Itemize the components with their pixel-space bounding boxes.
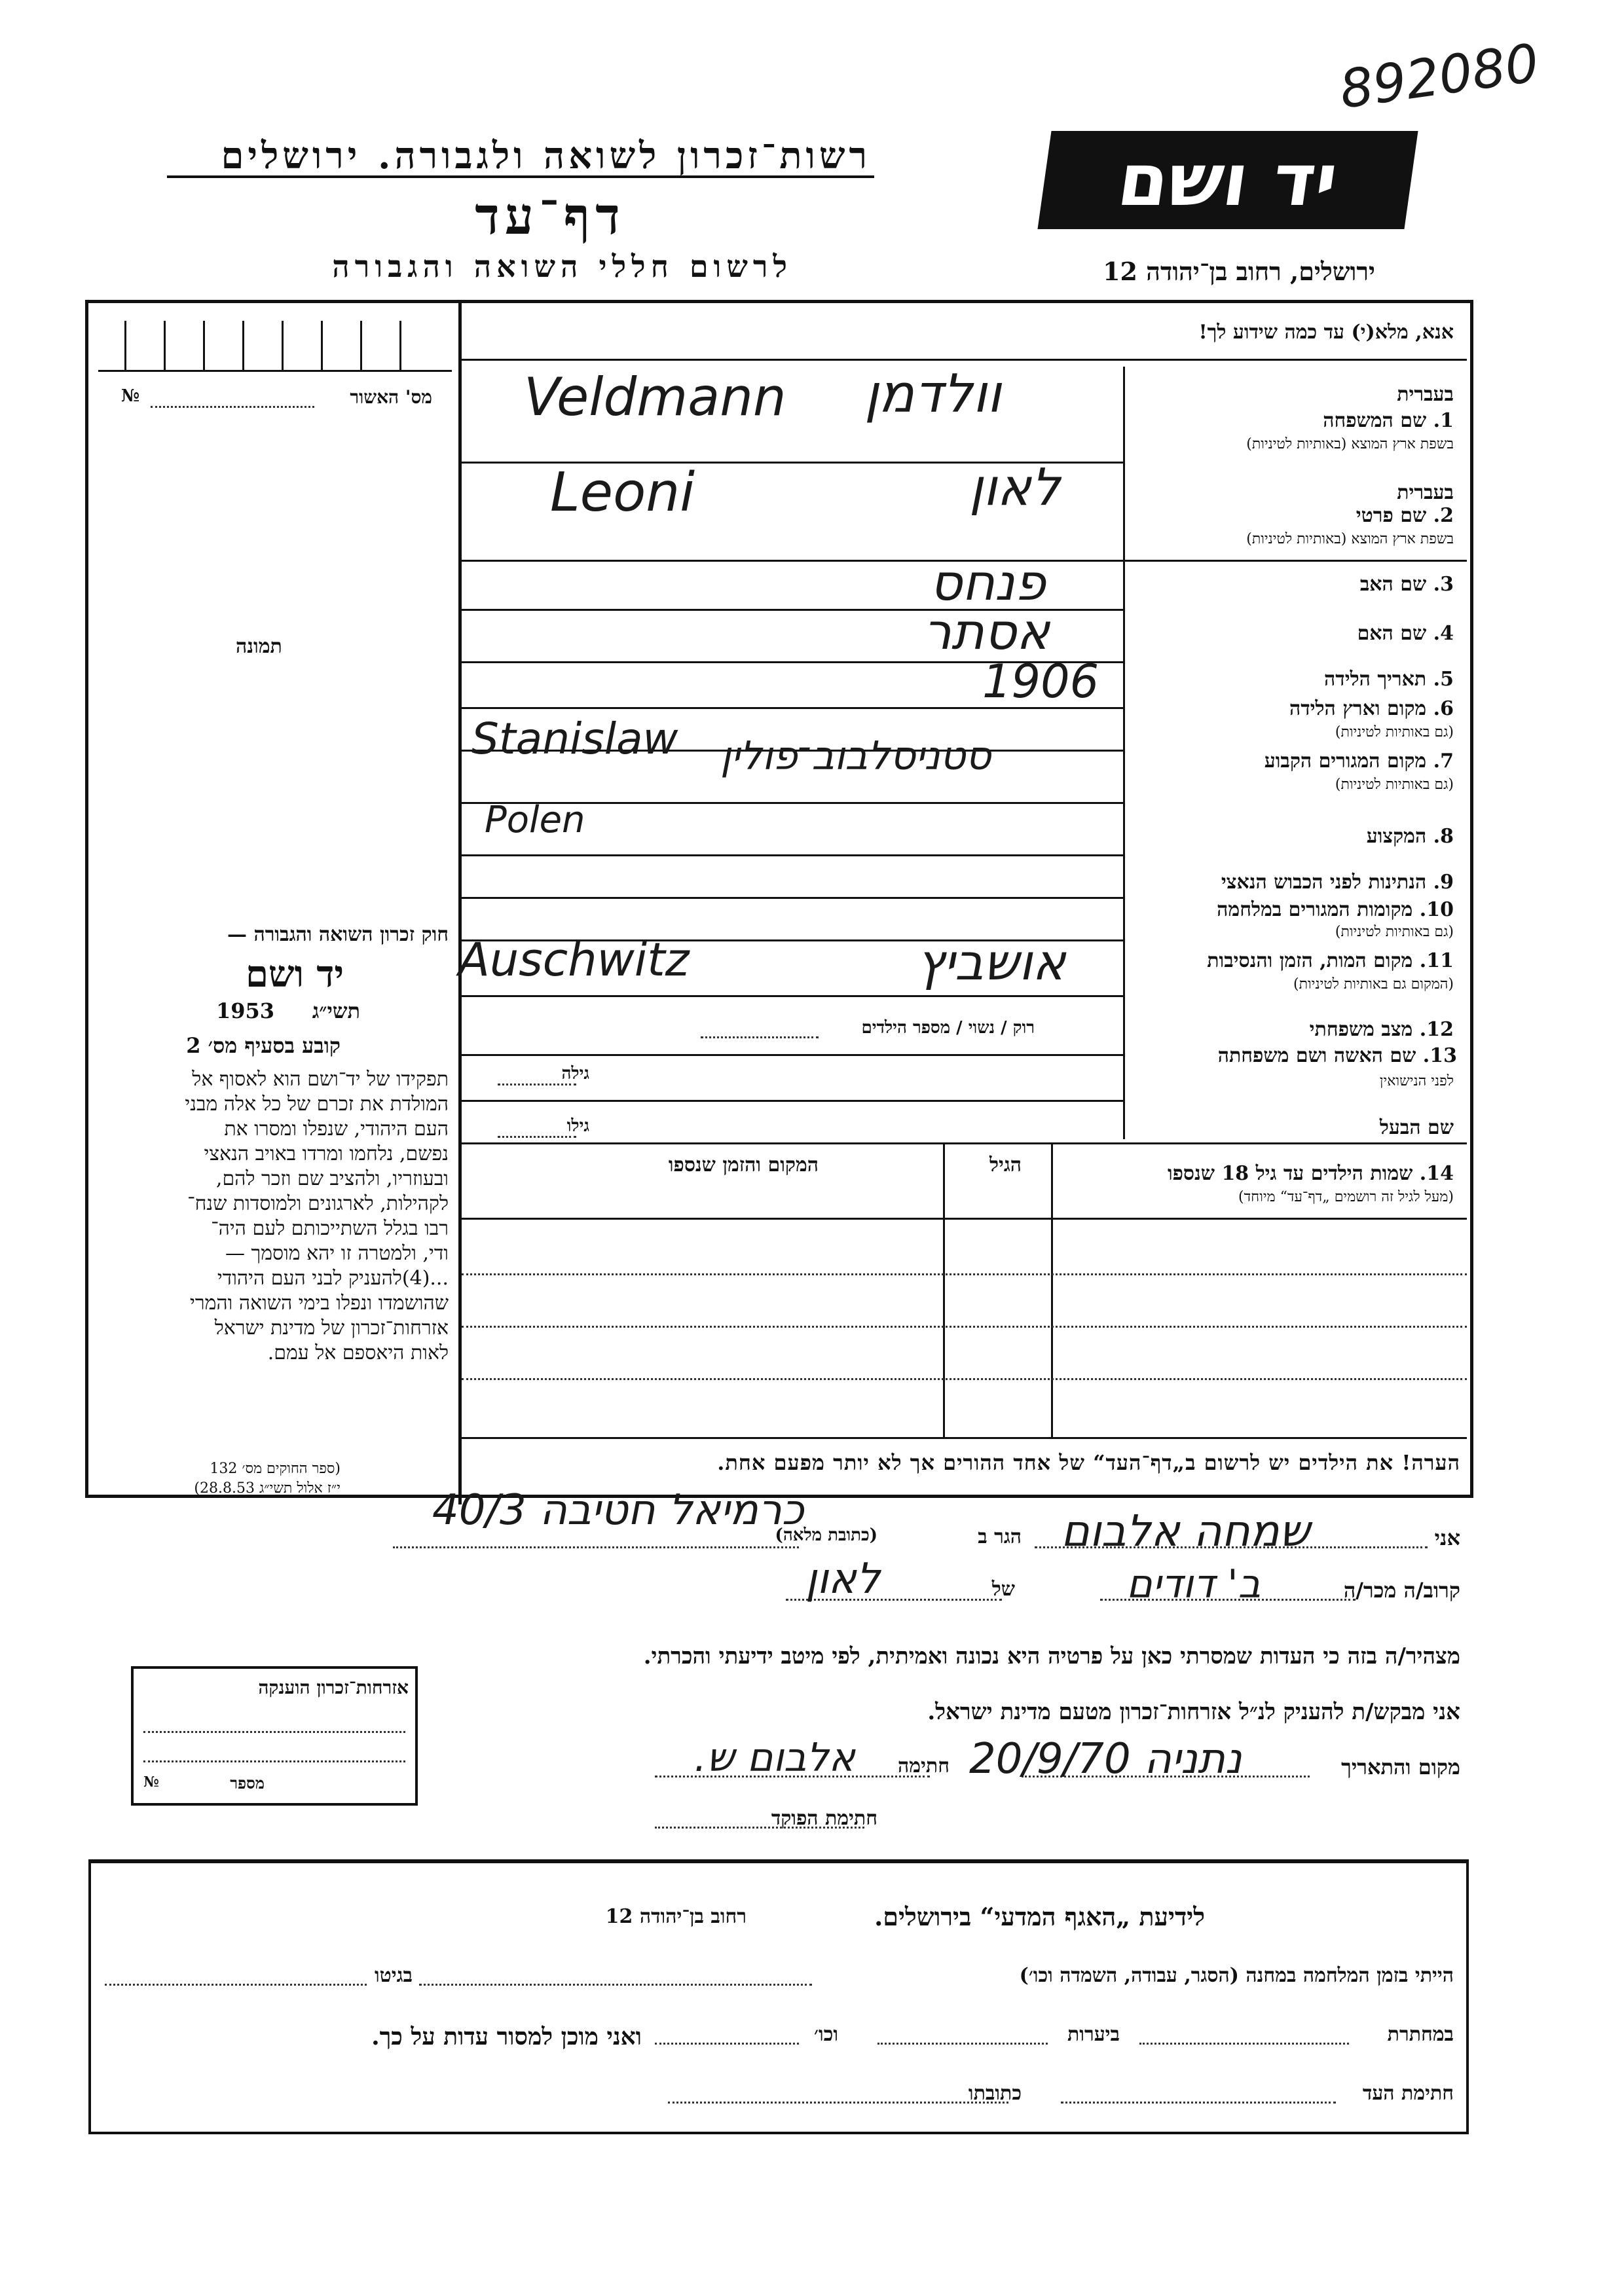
logo-text: יד ושם <box>1113 138 1343 222</box>
death-place-note: (המקום גם באותיות לטיניות) <box>1293 976 1454 993</box>
bottom-underground-label: במחתרת <box>1387 2023 1454 2046</box>
officer-signature: חתימת הפוקד <box>771 1807 877 1830</box>
catalog-number: 892080 <box>1336 32 1543 120</box>
surname-latin: Veldmann <box>524 367 786 428</box>
law-text-line: רבו בגלל השתייכותם לעם היה־ <box>211 1217 449 1240</box>
note-text: הערה! את הילדים יש לרשום ב„דף־העד“ של אחד ההורים אך לא יותר מפעם אחת. <box>717 1450 1460 1475</box>
profession-label: 8. המקצוע <box>1366 825 1454 848</box>
field-number: 9. <box>1433 871 1454 894</box>
underground-line <box>1139 2043 1349 2045</box>
declaration-of: של <box>991 1578 1015 1601</box>
declaration-resides: הגר ב <box>978 1525 1022 1548</box>
death-place-hebrew: אושביץ <box>917 933 1066 991</box>
law-text-line: לאות היאספם אל עמם. <box>267 1341 449 1364</box>
field-number: 1. <box>1433 409 1454 432</box>
given-name-latin: Leoni <box>550 462 695 524</box>
children-label: 14. שמות הילדים עד גיל 18 שנספו <box>1167 1162 1454 1185</box>
children-count-line <box>701 1036 819 1038</box>
children-age-column: הגיל <box>989 1154 1022 1176</box>
law-text-line: שהושמדו ונפלו בימי השואה והמרי <box>189 1292 449 1315</box>
witness-signature-line <box>1061 2102 1336 2104</box>
memorial-box-number: מספר <box>230 1774 265 1793</box>
latin-note: (גם באותיות לטיניות) <box>1335 924 1454 940</box>
mother-name-value: אסתר <box>923 602 1050 661</box>
law-text-line: ...(4)להעניק לבני העם היהודי <box>217 1267 449 1290</box>
children-table-divider <box>943 1144 945 1439</box>
children-row-line <box>462 1273 1467 1275</box>
birth-date-label: 5. תאריך הלידה <box>1324 668 1454 691</box>
law-text-line: ודי, ולמטרה זו יהא מוסמך — <box>225 1242 449 1265</box>
relative-of-value: לאון <box>805 1555 881 1603</box>
law-text <box>95 1067 449 1366</box>
bottom-ghetto-label: בגיטו <box>374 1964 413 1987</box>
field-number: 4. <box>1433 622 1454 645</box>
death-place-latin: Auschwitz <box>458 933 690 987</box>
row-line <box>462 1100 1123 1102</box>
sidebar-divider <box>458 303 462 1504</box>
law-title: חוק זכרון השואה והגבורה — <box>227 923 449 946</box>
row-line <box>462 854 1123 856</box>
husband-age-line <box>498 1136 576 1138</box>
latin-note: (גם באותיות לטיניות) <box>1335 776 1454 793</box>
law-year-hebrew: תשי״ג <box>312 998 360 1023</box>
citizenship-label: 9. הנתינות לפני הכבוש הנאצי <box>1221 871 1454 894</box>
surname-hebrew: וולדמן <box>864 363 1001 424</box>
husband-name-label: שם הבעל <box>1379 1116 1454 1139</box>
law-text-line: תפקידו של יד־ושם הוא לאסוף אל <box>192 1068 449 1091</box>
field-number: 11. <box>1419 949 1454 972</box>
law-text-line: אזרחות־זכרון של מדינת ישראל <box>214 1317 449 1339</box>
ghetto-line <box>105 1984 367 1986</box>
signature-value: אלבום ש. <box>694 1735 855 1781</box>
in-hebrew-label: בעברית <box>1397 481 1454 504</box>
declaration-full-address: (כתובת מלאה) <box>775 1525 877 1545</box>
witness-address-line <box>668 2102 1008 2104</box>
row-line <box>462 1142 1467 1144</box>
father-name-value: פנחס <box>930 553 1046 611</box>
declaration-i: אני <box>1434 1525 1460 1550</box>
memorial-box-line <box>143 1731 405 1733</box>
given-name-label: 2. שם פרטי <box>1356 504 1454 527</box>
children-note: (מעל לגיל זה רושמים „דף־עד“ מיוחד) <box>1238 1189 1454 1205</box>
wife-age-line <box>498 1084 576 1085</box>
residence-label: 7. מקום המגורים הקבוע <box>1264 750 1454 773</box>
wartime-residence-label: 10. מקומות המגורים במלחמה <box>1217 898 1454 921</box>
field-number: 14. <box>1419 1162 1454 1185</box>
law-name: יד ושם <box>245 953 344 996</box>
law-reference-2: י״ז אלול תשי״ג 28.8.53) <box>194 1480 341 1497</box>
children-table-divider <box>1051 1144 1053 1439</box>
scientific-department-box <box>88 1859 1469 2134</box>
cert-number-label: מס' האשור <box>350 386 432 408</box>
row-line <box>462 897 1123 899</box>
declaration-place-date: מקום והתאריך <box>1341 1755 1460 1779</box>
bottom-witness-address: כתובתו <box>968 2082 1022 2105</box>
in-hebrew-label: בעברית <box>1397 383 1454 406</box>
bottom-forests-label: ביערות <box>1067 2023 1120 2046</box>
authority-title: רשות־זכרון לשואה ולגבורה. ירושלים <box>221 134 871 177</box>
memorial-box-title: אזרחות־זכרון הוענקה <box>258 1677 409 1698</box>
latin-note: (גם באותיות לטיניות) <box>1335 724 1454 740</box>
law-text-line: נפשם, נלחמו ומרדו באויב הנאצי <box>204 1142 449 1165</box>
father-name-label: 3. שם האב <box>1359 573 1454 596</box>
field-number: 5. <box>1433 668 1454 691</box>
children-row-line <box>462 1326 1467 1328</box>
row-line <box>462 359 1467 361</box>
camp-line <box>419 1984 812 1986</box>
marital-status-label: 12. מצב משפחתי <box>1309 1018 1454 1041</box>
birthplace-country: Polen <box>485 799 585 841</box>
birth-year-value: 1906 <box>982 655 1099 708</box>
law-text-line: העם היהודי, שנפלו ומסרו את <box>224 1118 449 1140</box>
yad-vashem-logo <box>1037 131 1418 229</box>
cert-number-line <box>151 406 314 408</box>
wife-name-label: 13. שם האשה ושם משפחתה <box>1217 1044 1457 1067</box>
husband-age-label: גילו <box>566 1116 589 1136</box>
bottom-testimony-label: ואני מוכן למסור עדות על כך. <box>371 2023 642 2050</box>
field-number: 10. <box>1419 898 1454 921</box>
etc-line <box>655 2043 799 2045</box>
surname-label: 1. שם המשפחה <box>1323 409 1454 432</box>
origin-language-note: בשפת ארץ המוצא (באותיות לטיניות) <box>1246 436 1454 452</box>
bottom-title: לידיעת „האגף המדעי“ בירושלים. <box>874 1902 1205 1931</box>
officer-signature-line <box>655 1827 864 1829</box>
field-number: 7. <box>1433 750 1454 773</box>
row-line <box>462 1054 1123 1056</box>
mother-name-label: 4. שם האם <box>1357 622 1454 645</box>
law-text-line: לקהילות, לארגונים ולמוסדות שנח־ <box>187 1192 449 1215</box>
law-year: 1953 <box>216 998 275 1023</box>
cert-number-cells <box>98 308 452 372</box>
given-name-hebrew: לאון <box>969 458 1060 517</box>
forests-line <box>877 2043 1048 2045</box>
marital-options: רוק / נשוי / מספר הילדים <box>861 1018 1035 1038</box>
birth-place-label: 6. מקום וארץ הלידה <box>1289 697 1454 720</box>
death-place-label: 11. מקום המות, הזמן והנסיבות <box>1207 949 1454 972</box>
header-underline <box>167 175 874 178</box>
maiden-name-note: לפני הנישואין <box>1379 1073 1454 1089</box>
origin-language-note: בשפת ארץ המוצא (באותיות לטיניות) <box>1246 531 1454 547</box>
declaration-signature: חתימה <box>898 1755 950 1777</box>
field-number: 13. <box>1422 1044 1457 1067</box>
field-number: 8. <box>1433 825 1454 848</box>
form-title: דף־עד <box>475 187 625 246</box>
field-number: 12. <box>1419 1018 1454 1041</box>
relation-value: ב' דודים <box>1126 1561 1261 1607</box>
law-clause: קובע בסעיף מס׳ 2 <box>186 1033 341 1058</box>
birthplace-hebrew: סטניסלבוב־פולין <box>720 733 991 779</box>
children-row-line <box>462 1378 1467 1380</box>
memorial-citizenship-box <box>131 1666 418 1806</box>
law-reference-1: (ספר החוקים מס׳ 132 <box>210 1461 341 1477</box>
row-line <box>462 995 1123 997</box>
children-row-line <box>462 1437 1467 1439</box>
photo-label: תמונה <box>236 635 282 658</box>
label-column-separator <box>1123 367 1125 1139</box>
field-number: 2. <box>1433 504 1454 527</box>
bottom-camp-line: הייתי בזמן המלחמה במחנה (הסגר, עבודה, השמדה וכו׳) <box>1019 1964 1454 1987</box>
cert-number-mark: № <box>121 386 140 406</box>
address: ירושלים, רחוב בן־יהודה 12 <box>1103 257 1375 286</box>
request-line: אנא, מלא(י) עד כמה שידוע לך! <box>1198 321 1454 344</box>
declarant-address-value: כרמיאל חטיבה 40/3 <box>432 1486 804 1535</box>
birthplace-latin: Stanislaw <box>471 714 678 764</box>
children-place-column: המקום והזמן שנספו <box>668 1154 819 1176</box>
bottom-address: רחוב בן־יהודה 12 <box>605 1905 747 1928</box>
memorial-box-line <box>143 1760 405 1762</box>
declarant-address-line <box>393 1546 799 1548</box>
place-date-value: נתניה 20/9/70 <box>969 1735 1242 1783</box>
law-text-line: ובעוזריו, ולהציב שם וזכר להם, <box>215 1167 449 1190</box>
children-row-line <box>462 1218 1467 1220</box>
field-number: 3. <box>1433 573 1454 596</box>
form-subtitle: לרשום חללי השואה והגבורה <box>332 249 792 284</box>
declaration-relative: קרוב/ה מכר/ה <box>1343 1578 1460 1603</box>
declaration-request: אני מבקש/ת להעניק לנ״ל אזרחות־זכרון מטעם מדינת ישראל. <box>927 1699 1460 1725</box>
bottom-witness-signature: חתימת העד <box>1362 2082 1454 2105</box>
declaration-statement: מצהיר/ה בזה כי העדות שמסרתי כאן על פרטיה היא נכונה ואמיתית, לפי מיטב ידיעתי והכרתי. <box>643 1643 1460 1669</box>
wife-age-label: גילה <box>561 1064 589 1084</box>
bottom-etc-label: וכו׳ <box>814 2023 838 2046</box>
memorial-box-mark: № <box>143 1774 159 1791</box>
declarant-name-value: שמחה אלבום <box>1061 1506 1310 1556</box>
law-text-line: המולדת את זכרם של כל אלה מבני <box>185 1093 449 1116</box>
field-number: 6. <box>1433 697 1454 720</box>
